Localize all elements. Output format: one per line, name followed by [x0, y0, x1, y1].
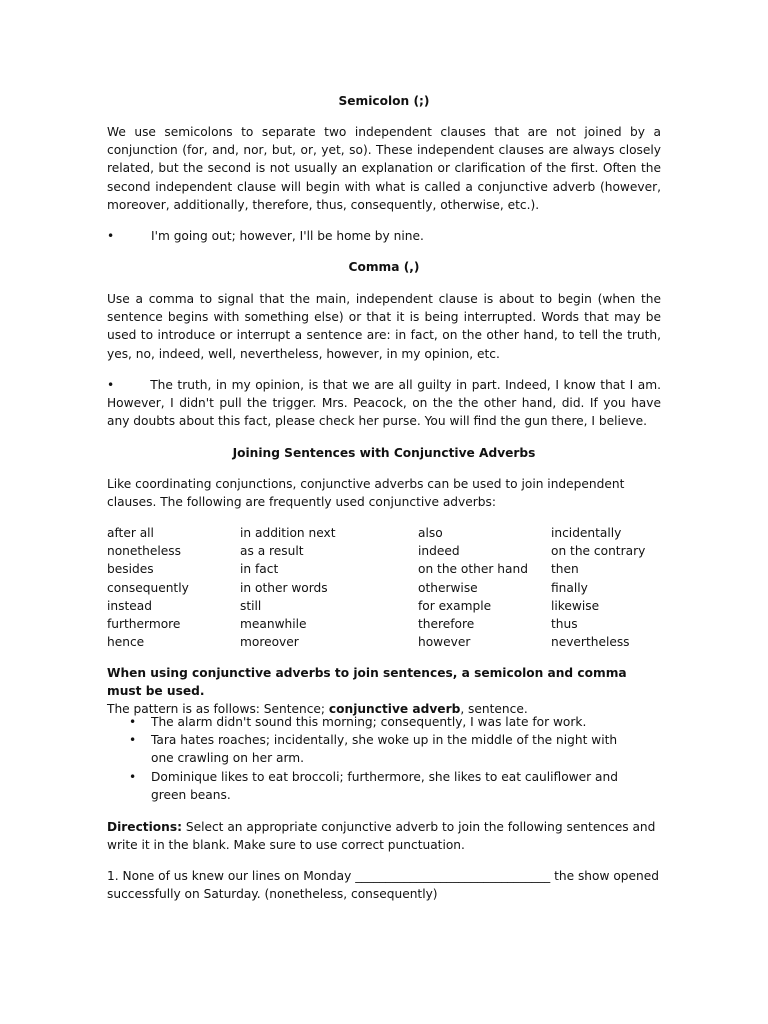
- example-text: The alarm didn't sound this morning; consequently, I was late for work.: [151, 715, 587, 729]
- bullet-marker: •: [129, 769, 137, 784]
- comma-paragraph: Use a comma to signal that the main, independent clause is about to begin (when the sentence begins with something else) or that it is being interrupted. Words that may be used to introduce or interrupt a sentence are: in fact, on the other hand, to tell the truth, yes, no, indeed, well, nevertheless, however, in my opinion, etc.: [107, 292, 661, 361]
- directions-text: Select an appropriate conjunctive adverb to join the following sentences and write it in the blank. Make sure to use correct punctuation.: [107, 820, 656, 853]
- comma-example: [107, 376, 661, 431]
- adverb-item: in other words: [240, 580, 328, 595]
- bullet-marker: •: [107, 378, 115, 392]
- directions-paragraph: [107, 818, 661, 854]
- adverb-item: as a result: [240, 544, 304, 559]
- adverb-item: in addition next: [240, 526, 336, 540]
- example-text: Tara hates roaches; incidentally, she woke up in the middle of the night with one crawling on her arm.: [151, 733, 618, 766]
- exercise-prompt-end: the show opened successfully on Saturday. (nonetheless, consequently): [107, 869, 659, 902]
- adverb-item: then: [551, 562, 579, 577]
- list-item: [107, 713, 621, 731]
- adverb-item: otherwise: [418, 580, 478, 595]
- adverb-column-1: [107, 524, 189, 651]
- bullet-marker: •: [129, 715, 137, 729]
- pattern-suffix: , sentence.: [460, 702, 528, 717]
- adverb-item: indeed: [418, 544, 460, 559]
- bullet-marker: •: [107, 229, 115, 243]
- adverb-item: moreover: [240, 635, 299, 650]
- adverb-item: finally: [551, 580, 588, 595]
- adverb-item: therefore: [418, 616, 475, 631]
- adverb-item: nevertheless: [551, 635, 630, 650]
- adverb-column-4: [551, 524, 645, 651]
- adverb-item: still: [240, 598, 262, 613]
- pattern-prefix: The pattern is as follows: Sentence;: [107, 702, 329, 717]
- exercise-item-1: [107, 867, 661, 903]
- adverb-item: thus: [551, 616, 578, 631]
- directions-label: Directions:: [107, 820, 182, 834]
- adverb-item: besides: [107, 562, 154, 577]
- adverb-item: in fact: [240, 562, 279, 577]
- adverb-item: on the other hand: [418, 562, 528, 577]
- adverb-item: likewise: [551, 598, 600, 613]
- adverb-item: after all: [107, 526, 154, 540]
- list-item: [107, 731, 621, 767]
- adverb-column-3: [418, 524, 528, 651]
- semicolon-paragraph: We use semicolons to separate two independent clauses that are not joined by a conjunction (for, and, nor, but, or, yet, so). These independent clauses are always closely related, but the second is not usually an explanation or clarification of the first. Often the second independent clause will begin with what is called a conjunctive adverb (however, moreover, additionally, therefore, thus, consequently, otherwise, etc.).: [107, 125, 661, 212]
- adverb-item: hence: [107, 635, 145, 650]
- adverb-item: for example: [418, 598, 492, 613]
- example-text: Dominique likes to eat broccoli; furthermore, she likes to eat cauliflower and green beans.: [151, 769, 618, 802]
- adverb-item: nonetheless: [107, 544, 181, 559]
- semicolon-heading: Semicolon (;): [338, 94, 430, 108]
- exercise-prompt-start: 1. None of us knew our lines on Monday: [107, 869, 356, 883]
- adverb-item: however: [418, 635, 471, 650]
- adverb-column-2: [240, 524, 336, 651]
- example-list: [107, 713, 661, 804]
- semicolon-example-text: I'm going out; however, I'll be home by nine.: [151, 229, 424, 243]
- adverb-item: incidentally: [551, 526, 622, 540]
- adverb-item: meanwhile: [240, 616, 307, 631]
- adverb-item: instead: [107, 598, 152, 613]
- pattern-bold: conjunctive adverb: [328, 702, 461, 717]
- rule-paragraph: [107, 664, 661, 719]
- joining-heading: Joining Sentences with Conjunctive Adverbs: [232, 446, 536, 460]
- comma-example-text: The truth, in my opinion, is that we are all guilty in part. Indeed, I know that I am. However, I didn't pull the trigger. Mrs. Peacock, on the the other hand, did. If you have any doubts about this fact, please check her purse. You will find the gun there, I believe.: [107, 378, 661, 429]
- adverb-item: also: [418, 526, 443, 540]
- bullet-marker: •: [129, 733, 137, 748]
- joining-intro: Like coordinating conjunctions, conjunctive adverbs can be used to join independent clauses. The following are frequently used conjunctive adverbs:: [107, 477, 625, 510]
- comma-heading: Comma (,): [348, 260, 420, 274]
- list-item: [107, 768, 621, 804]
- rule-statement: When using conjunctive adverbs to join sentences, a semicolon and comma must be used.: [107, 666, 627, 699]
- adverb-item: on the contrary: [551, 544, 646, 559]
- adverb-item: furthermore: [107, 616, 181, 631]
- adverb-item: consequently: [107, 580, 189, 595]
- answer-blank[interactable]: ________________________________: [355, 869, 551, 883]
